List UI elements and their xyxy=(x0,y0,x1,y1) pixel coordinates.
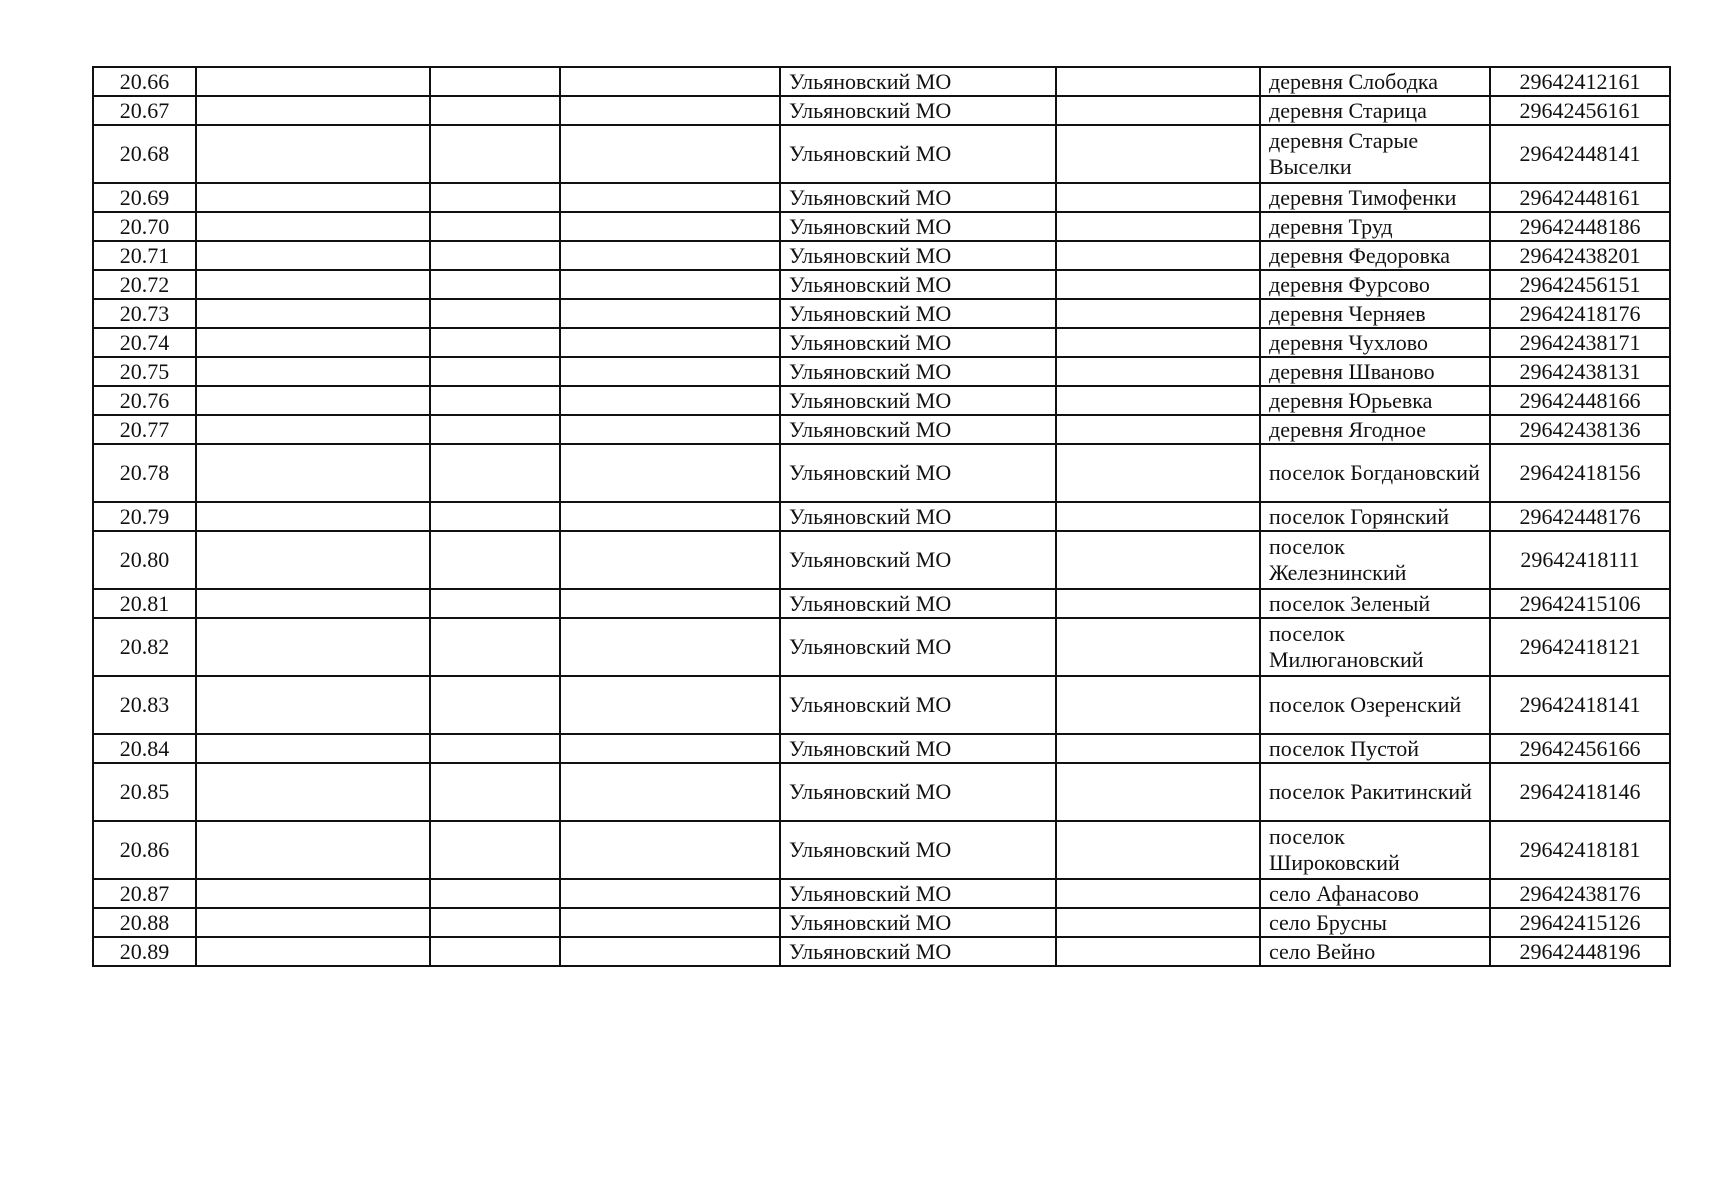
oktmo-code-cell: 29642418181 xyxy=(1490,821,1670,879)
empty-cell xyxy=(430,125,560,183)
oktmo-code-cell: 29642412161 xyxy=(1490,67,1670,96)
municipality-cell: Ульяновский МО xyxy=(780,589,1056,618)
settlement-cell: деревня Шваново xyxy=(1260,357,1490,386)
municipality-cell: Ульяновский МО xyxy=(780,618,1056,676)
table-row xyxy=(93,415,1670,444)
empty-cell xyxy=(560,241,780,270)
empty-cell xyxy=(430,299,560,328)
empty-cell xyxy=(1056,531,1260,589)
empty-cell xyxy=(1056,212,1260,241)
municipality-cell: Ульяновский МО xyxy=(780,908,1056,937)
empty-cell xyxy=(430,618,560,676)
empty-cell xyxy=(196,618,430,676)
row-number: 20.87 xyxy=(93,879,196,908)
table-row xyxy=(93,676,1670,734)
empty-cell xyxy=(560,67,780,96)
table-row xyxy=(93,328,1670,357)
empty-cell xyxy=(1056,241,1260,270)
municipality-cell: Ульяновский МО xyxy=(780,879,1056,908)
municipality-cell: Ульяновский МО xyxy=(780,386,1056,415)
table-row xyxy=(93,125,1670,183)
row-number: 20.88 xyxy=(93,908,196,937)
empty-cell xyxy=(560,589,780,618)
empty-cell xyxy=(1056,676,1260,734)
empty-cell xyxy=(430,589,560,618)
oktmo-code-cell: 29642448186 xyxy=(1490,212,1670,241)
empty-cell xyxy=(430,734,560,763)
oktmo-code-cell: 29642438136 xyxy=(1490,415,1670,444)
table-row xyxy=(93,734,1670,763)
empty-cell xyxy=(196,270,430,299)
row-number: 20.81 xyxy=(93,589,196,618)
empty-cell xyxy=(430,502,560,531)
settlement-cell: поселок Озеренский xyxy=(1260,676,1490,734)
settlement-cell: село Брусны xyxy=(1260,908,1490,937)
table-row xyxy=(93,444,1670,502)
empty-cell xyxy=(196,415,430,444)
table-row xyxy=(93,502,1670,531)
empty-cell xyxy=(560,734,780,763)
oktmo-code-cell: 29642438171 xyxy=(1490,328,1670,357)
settlement-cell: поселок Пустой xyxy=(1260,734,1490,763)
oktmo-code-cell: 29642448196 xyxy=(1490,937,1670,966)
settlement-cell: поселок Богдановский xyxy=(1260,444,1490,502)
table-row xyxy=(93,386,1670,415)
row-number: 20.85 xyxy=(93,763,196,821)
empty-cell xyxy=(560,386,780,415)
municipality-cell: Ульяновский МО xyxy=(780,734,1056,763)
oktmo-code-cell: 29642418121 xyxy=(1490,618,1670,676)
empty-cell xyxy=(430,357,560,386)
empty-cell xyxy=(1056,763,1260,821)
municipality-cell: Ульяновский МО xyxy=(780,212,1056,241)
empty-cell xyxy=(560,212,780,241)
empty-cell xyxy=(430,676,560,734)
row-number: 20.86 xyxy=(93,821,196,879)
empty-cell xyxy=(560,676,780,734)
settlement-cell: деревня Федоровка xyxy=(1260,241,1490,270)
municipality-cell: Ульяновский МО xyxy=(780,299,1056,328)
settlement-cell: деревня Старица xyxy=(1260,96,1490,125)
oktmo-code-cell: 29642448176 xyxy=(1490,502,1670,531)
empty-cell xyxy=(1056,125,1260,183)
empty-cell xyxy=(196,444,430,502)
oktmo-code-cell: 29642418176 xyxy=(1490,299,1670,328)
oktmo-code-cell: 29642456166 xyxy=(1490,734,1670,763)
row-number: 20.79 xyxy=(93,502,196,531)
empty-cell xyxy=(560,125,780,183)
empty-cell xyxy=(430,763,560,821)
municipality-cell: Ульяновский МО xyxy=(780,444,1056,502)
row-number: 20.76 xyxy=(93,386,196,415)
empty-cell xyxy=(196,879,430,908)
settlements-table xyxy=(92,66,1671,967)
settlement-cell: поселок Горянский xyxy=(1260,502,1490,531)
empty-cell xyxy=(1056,183,1260,212)
table-row xyxy=(93,821,1670,879)
empty-cell xyxy=(196,763,430,821)
empty-cell xyxy=(196,125,430,183)
empty-cell xyxy=(1056,299,1260,328)
empty-cell xyxy=(196,67,430,96)
empty-cell xyxy=(430,96,560,125)
settlement-cell: деревня Ягодное xyxy=(1260,415,1490,444)
oktmo-code-cell: 29642448141 xyxy=(1490,125,1670,183)
municipality-cell: Ульяновский МО xyxy=(780,937,1056,966)
empty-cell xyxy=(560,270,780,299)
empty-cell xyxy=(560,531,780,589)
empty-cell xyxy=(430,270,560,299)
row-number: 20.78 xyxy=(93,444,196,502)
settlement-cell: село Афанасово xyxy=(1260,879,1490,908)
row-number: 20.82 xyxy=(93,618,196,676)
empty-cell xyxy=(560,328,780,357)
row-number: 20.69 xyxy=(93,183,196,212)
table-row xyxy=(93,618,1670,676)
oktmo-code-cell: 29642418141 xyxy=(1490,676,1670,734)
empty-cell xyxy=(1056,67,1260,96)
empty-cell xyxy=(430,821,560,879)
table-body xyxy=(93,67,1670,966)
row-number: 20.84 xyxy=(93,734,196,763)
oktmo-code-cell: 29642438201 xyxy=(1490,241,1670,270)
empty-cell xyxy=(560,357,780,386)
empty-cell xyxy=(196,676,430,734)
empty-cell xyxy=(196,183,430,212)
empty-cell xyxy=(430,415,560,444)
empty-cell xyxy=(196,734,430,763)
empty-cell xyxy=(196,328,430,357)
empty-cell xyxy=(1056,937,1260,966)
empty-cell xyxy=(1056,328,1260,357)
municipality-cell: Ульяновский МО xyxy=(780,125,1056,183)
empty-cell xyxy=(196,386,430,415)
empty-cell xyxy=(430,879,560,908)
settlement-cell: деревня Юрьевка xyxy=(1260,386,1490,415)
settlement-cell: поселок Зеленый xyxy=(1260,589,1490,618)
empty-cell xyxy=(430,183,560,212)
empty-cell xyxy=(196,299,430,328)
row-number: 20.77 xyxy=(93,415,196,444)
empty-cell xyxy=(1056,879,1260,908)
empty-cell xyxy=(560,183,780,212)
empty-cell xyxy=(196,357,430,386)
row-number: 20.80 xyxy=(93,531,196,589)
empty-cell xyxy=(1056,589,1260,618)
table-row xyxy=(93,67,1670,96)
row-number: 20.83 xyxy=(93,676,196,734)
empty-cell xyxy=(560,502,780,531)
empty-cell xyxy=(430,531,560,589)
oktmo-code-cell: 29642415106 xyxy=(1490,589,1670,618)
oktmo-code-cell: 29642418146 xyxy=(1490,763,1670,821)
empty-cell xyxy=(560,821,780,879)
empty-cell xyxy=(560,299,780,328)
municipality-cell: Ульяновский МО xyxy=(780,241,1056,270)
municipality-cell: Ульяновский МО xyxy=(780,415,1056,444)
table-row xyxy=(93,589,1670,618)
settlement-cell: поселок Ракитинский xyxy=(1260,763,1490,821)
table-row xyxy=(93,357,1670,386)
empty-cell xyxy=(1056,502,1260,531)
empty-cell xyxy=(560,415,780,444)
table-row xyxy=(93,937,1670,966)
settlement-cell: деревня Слободка xyxy=(1260,67,1490,96)
empty-cell xyxy=(196,531,430,589)
municipality-cell: Ульяновский МО xyxy=(780,531,1056,589)
empty-cell xyxy=(1056,415,1260,444)
empty-cell xyxy=(196,821,430,879)
empty-cell xyxy=(196,212,430,241)
empty-cell xyxy=(1056,96,1260,125)
empty-cell xyxy=(196,937,430,966)
settlement-cell: деревня Старые Выселки xyxy=(1260,125,1490,183)
empty-cell xyxy=(1056,386,1260,415)
oktmo-code-cell: 29642456151 xyxy=(1490,270,1670,299)
empty-cell xyxy=(430,444,560,502)
municipality-cell: Ульяновский МО xyxy=(780,328,1056,357)
empty-cell xyxy=(560,96,780,125)
empty-cell xyxy=(196,96,430,125)
empty-cell xyxy=(560,908,780,937)
oktmo-code-cell: 29642448166 xyxy=(1490,386,1670,415)
municipality-cell: Ульяновский МО xyxy=(780,676,1056,734)
empty-cell xyxy=(1056,908,1260,937)
empty-cell xyxy=(430,908,560,937)
row-number: 20.89 xyxy=(93,937,196,966)
table-row xyxy=(93,531,1670,589)
table-row xyxy=(93,879,1670,908)
row-number: 20.67 xyxy=(93,96,196,125)
settlement-cell: поселок Широковский xyxy=(1260,821,1490,879)
empty-cell xyxy=(560,937,780,966)
table-row xyxy=(93,908,1670,937)
oktmo-code-cell: 29642418111 xyxy=(1490,531,1670,589)
table-row xyxy=(93,183,1670,212)
municipality-cell: Ульяновский МО xyxy=(780,763,1056,821)
empty-cell xyxy=(430,328,560,357)
settlement-cell: село Вейно xyxy=(1260,937,1490,966)
empty-cell xyxy=(196,908,430,937)
settlement-cell: деревня Черняев xyxy=(1260,299,1490,328)
table-row xyxy=(93,299,1670,328)
empty-cell xyxy=(196,241,430,270)
municipality-cell: Ульяновский МО xyxy=(780,270,1056,299)
table-row xyxy=(93,763,1670,821)
empty-cell xyxy=(196,589,430,618)
empty-cell xyxy=(1056,270,1260,299)
settlement-cell: деревня Труд xyxy=(1260,212,1490,241)
municipality-cell: Ульяновский МО xyxy=(780,67,1056,96)
municipality-cell: Ульяновский МО xyxy=(780,502,1056,531)
empty-cell xyxy=(560,763,780,821)
oktmo-code-cell: 29642438131 xyxy=(1490,357,1670,386)
municipality-cell: Ульяновский МО xyxy=(780,357,1056,386)
row-number: 20.71 xyxy=(93,241,196,270)
row-number: 20.72 xyxy=(93,270,196,299)
table-row xyxy=(93,212,1670,241)
row-number: 20.66 xyxy=(93,67,196,96)
settlement-cell: деревня Тимофенки xyxy=(1260,183,1490,212)
empty-cell xyxy=(1056,734,1260,763)
municipality-cell: Ульяновский МО xyxy=(780,96,1056,125)
empty-cell xyxy=(560,618,780,676)
municipality-cell: Ульяновский МО xyxy=(780,821,1056,879)
empty-cell xyxy=(1056,821,1260,879)
row-number: 20.73 xyxy=(93,299,196,328)
settlement-cell: деревня Чухлово xyxy=(1260,328,1490,357)
empty-cell xyxy=(196,502,430,531)
empty-cell xyxy=(1056,444,1260,502)
municipality-cell: Ульяновский МО xyxy=(780,183,1056,212)
row-number: 20.70 xyxy=(93,212,196,241)
empty-cell xyxy=(1056,357,1260,386)
settlement-cell: поселок Железнинский xyxy=(1260,531,1490,589)
row-number: 20.75 xyxy=(93,357,196,386)
oktmo-code-cell: 29642415126 xyxy=(1490,908,1670,937)
oktmo-code-cell: 29642456161 xyxy=(1490,96,1670,125)
empty-cell xyxy=(430,241,560,270)
table-row xyxy=(93,96,1670,125)
empty-cell xyxy=(430,67,560,96)
empty-cell xyxy=(560,879,780,908)
table-row xyxy=(93,270,1670,299)
empty-cell xyxy=(560,444,780,502)
settlement-cell: деревня Фурсово xyxy=(1260,270,1490,299)
empty-cell xyxy=(430,937,560,966)
settlement-cell: поселок Милюгановский xyxy=(1260,618,1490,676)
oktmo-code-cell: 29642448161 xyxy=(1490,183,1670,212)
empty-cell xyxy=(430,386,560,415)
oktmo-code-cell: 29642438176 xyxy=(1490,879,1670,908)
oktmo-code-cell: 29642418156 xyxy=(1490,444,1670,502)
empty-cell xyxy=(1056,618,1260,676)
row-number: 20.74 xyxy=(93,328,196,357)
table-row xyxy=(93,241,1670,270)
empty-cell xyxy=(430,212,560,241)
row-number: 20.68 xyxy=(93,125,196,183)
